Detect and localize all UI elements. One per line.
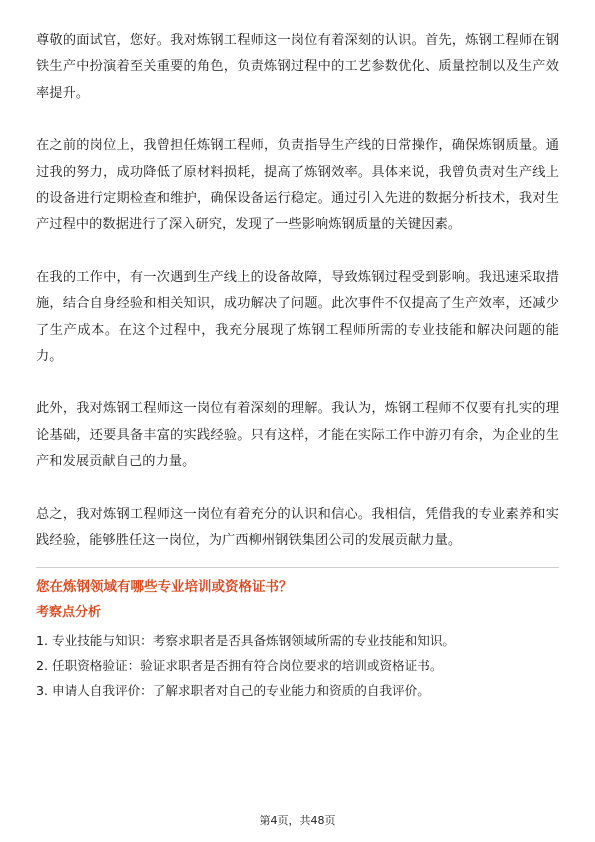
analysis-list [36,628,559,703]
paragraph-incident: 在我的工作中，有一次遇到生产线上的设备故障，导致炼钢过程受到影响。我迅速采取措施，结合自身经验和相关知识，成功解决了问题。此次事件不仅提高了生产效率，还减少了生产成本。在这个过程中，我充分展现了炼钢工程师所需的专业技能和解决问题的能力。 [36,269,559,365]
analysis-item: 1. 专业技能与知识：考察求职者是否具备炼钢领域所需的专业技能和知识。 [36,632,456,648]
paragraph-experience: 在之前的岗位上，我曾担任炼钢工程师，负责指导生产线的日常操作，确保炼钢质量。通过我的努力，成功降低了原材料损耗，提高了炼钢效率。具体来说，我曾负责对生产线上的设备进行定期检查和维护，确保设备运行稳定。通过引入先进的数据分析技术，我对生产过程中的数据进行了深入研究，发现了一些影响炼钢质量的关键因素。 [36,138,559,233]
section-divider [36,567,559,568]
analysis-item: 2. 任职资格验证：验证求职者是否拥有符合岗位要求的培训或资格证书。 [36,657,443,673]
analysis-heading: 考察点分析 [36,604,102,620]
paragraph-intro: 尊敬的面试官，您好。我对炼钢工程师这一岗位有着深刻的认识。首先，炼钢工程师在钢铁生产中扮演着至关重要的角色，负责炼钢过程中的工艺参数优化、质量控制以及生产效率提升。 [36,33,559,101]
paragraph-conclusion: 总之，我对炼钢工程师这一岗位有着充分的认识和信心。我相信，凭借我的专业素养和实践经验，能够胜任这一岗位，为广西柳州钢铁集团公司的发展贡献力量。 [36,506,559,549]
paragraph-understanding: 此外，我对炼钢工程师这一岗位有着深刻的理解。我认为，炼钢工程师不仅要有扎实的理论基础，还要具备丰富的实践经验。只有这样，才能在实际工作中游刃有余，为企业的生产和发展贡献自己的力量。 [36,401,559,470]
document-body [36,28,559,703]
question-heading: 您在炼钢领域有哪些专业培训或资格证书？ [36,578,293,595]
page-number: 第4页，共48页 [259,814,336,827]
analysis-item: 3. 申请人自我评价：了解求职者对自己的专业能力和资质的自我评价。 [36,682,430,698]
